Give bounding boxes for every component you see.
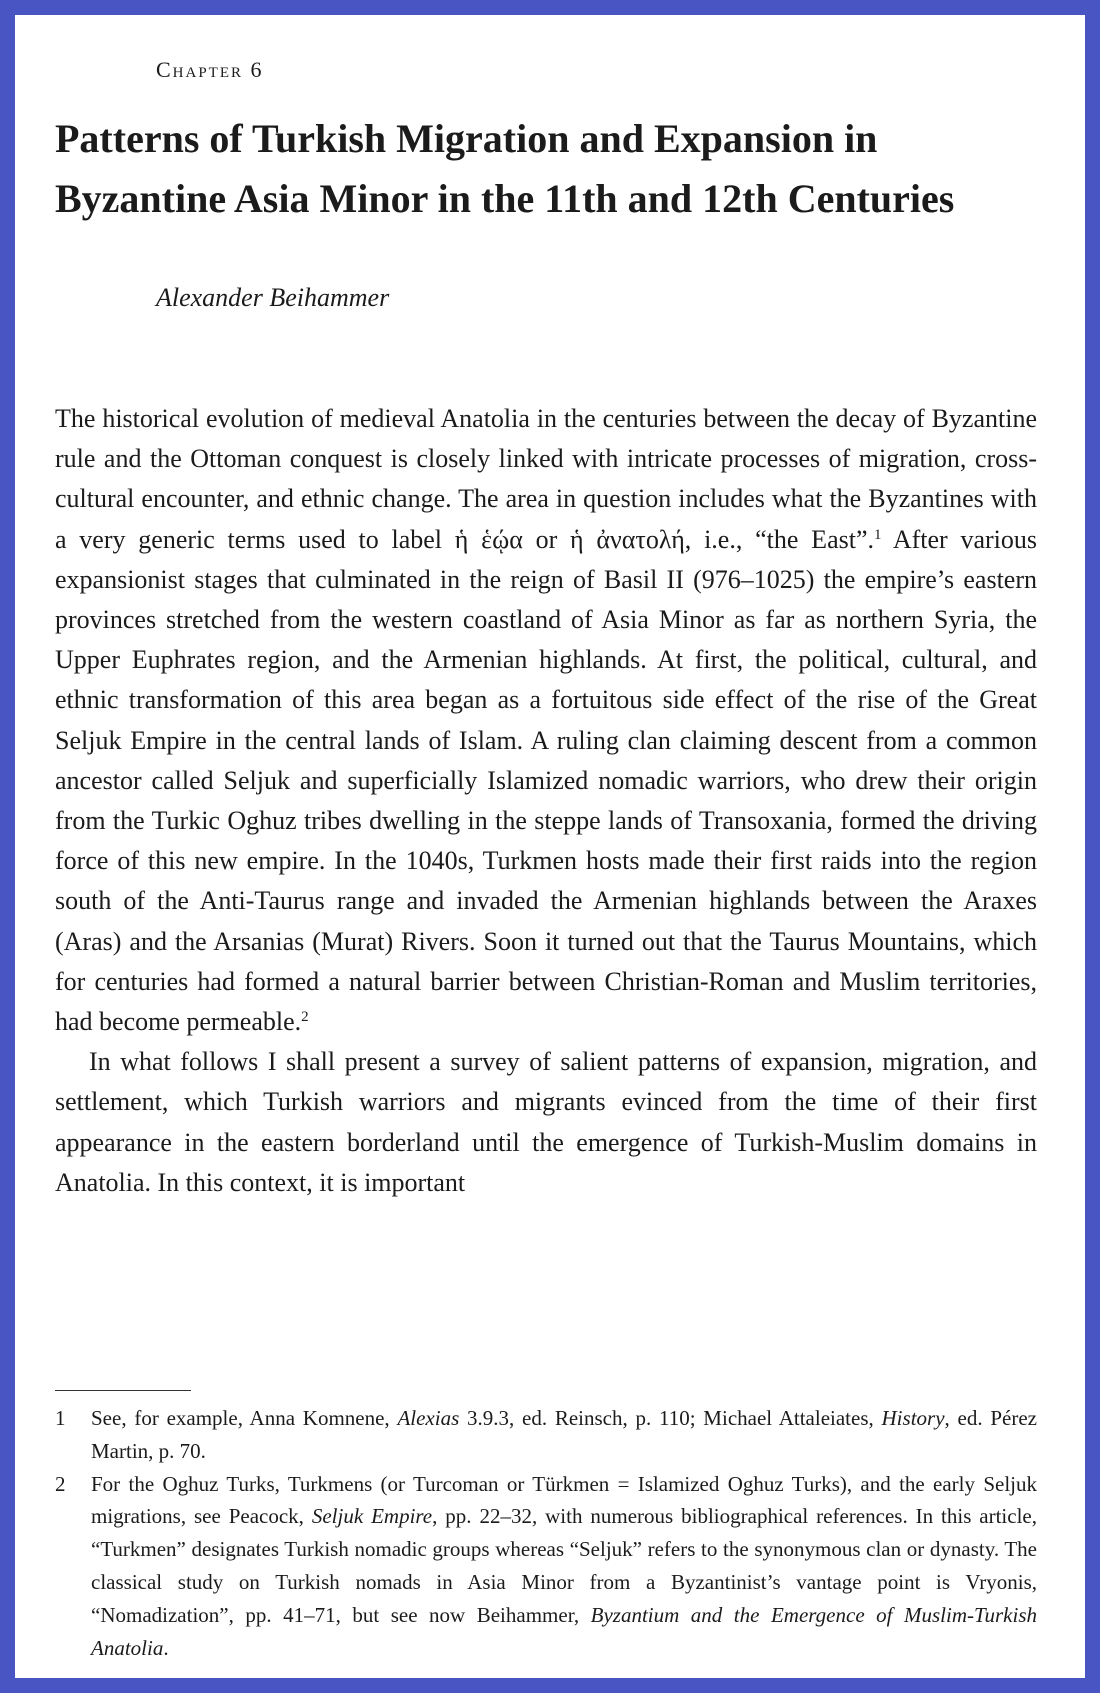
paragraph-2: In what follows I shall present a survey of salient patterns of expansion, migration, and settlement, which Turkish warriors and migrants evinced from the time of their first appearance in the eastern borderland until the emergence of Turkish-Muslim domains in Anatolia. In this context, it is important <box>55 1047 1037 1197</box>
footnote-number: 2 <box>55 1471 66 1496</box>
footnote-text-part: , ed. Pérez Martin, p. 70. <box>91 1406 1037 1463</box>
footnote-ref-2[interactable]: 2 <box>301 1009 309 1026</box>
footnote-text-part: For the Oghuz Turks, Turkmens (or Turcoman or Türkmen = Islamized Oghuz Turks), and the early Seljuk migrations, see Peacock, <box>91 1471 1037 1529</box>
footnote-divider <box>55 1390 191 1391</box>
footnote-number: 1 <box>55 1406 66 1430</box>
book-page <box>15 15 1085 1678</box>
footnote-italic-title: Byzantium and the Emergence of Muslim-Turkish Anatolia <box>91 1602 1038 1660</box>
chapter-label: Chapter 6 <box>156 57 264 82</box>
footnote-text-part: . <box>163 1635 169 1660</box>
footnote-text <box>91 1468 1037 1665</box>
body-text <box>55 399 1037 1203</box>
footnote-italic-title: History <box>881 1406 945 1430</box>
footnotes <box>55 1402 1037 1664</box>
paragraph-1-part-b: After various expansionist stages that culminated in the reign of Basil II (976–1025) the empire’s eastern provinces stretched from the western coastland of Asia Minor as far as northern Syria, the Upper Euphrates region, and the Armenian highlands. At first, the political, cultural, and ethnic transformation of this area began as a fortuitous side effect of the rise of the Great Seljuk Empire in the central lands of Islam. A ruling clan claiming descent from a common ancestor called Seljuk and superficially Islamized nomadic warriors, who drew their origin from the Turkic Oghuz tribes dwelling in the steppe lands of Transoxania, formed the driving force of this new empire. In the 1040s, Turkmen hosts made their first raids into the region south of the Anti-Taurus range and invaded the Armenian highlands between the Araxes (Aras) and the Arsanias (Murat) Rivers. Soon it turned out that the Taurus Mountains, which for centuries had formed a natural barrier between Christian-Roman and Muslim territories, had become permeable. <box>55 524 1038 1037</box>
footnote-italic-title: Alexias <box>397 1406 460 1430</box>
footnote-2 <box>55 1468 1037 1665</box>
footnote-text-part: 3.9.3, ed. Reinsch, p. 110; Michael Attaleiates, <box>459 1406 882 1430</box>
paragraph-1-part-a: The historical evolution of medieval Anatolia in the centuries between the decay of Byzantine rule and the Ottoman conquest is closely linked with intricate processes of migration, cross-cultural encounter, and ethnic change. The area in question includes what the Byzantines with a very generic terms used to label ἡ ἑῴα or ἡ ἀνατολή, i.e., “the East”. <box>55 404 1037 554</box>
chapter-title: Patterns of Turkish Migration and Expansion in Byzantine Asia Minor in the 11th and 12th Centuries <box>55 116 955 221</box>
author-name: Alexander Beihammer <box>156 283 390 312</box>
footnote-text-part: , pp. 22–32, with numerous bibliographical references. In this article, “Turkmen” designates Turkish nomadic groups whereas “Seljuk” refers to the synonymous clan or dynasty. The classical study on Turkish nomads in Asia Minor from a Byzantinist’s vantage point is Vryonis, “Nomadization”, pp. 41–71, but see now Beihammer, <box>91 1504 1037 1627</box>
footnote-1 <box>55 1402 1037 1468</box>
footnote-text-part: See, for example, Anna Komnene, <box>91 1406 398 1430</box>
footnote-italic-title: Seljuk Empire <box>311 1504 433 1529</box>
footnote-ref-1[interactable]: 1 <box>874 526 882 543</box>
footnote-text <box>91 1402 1037 1468</box>
paragraph-1 <box>55 399 1037 1042</box>
